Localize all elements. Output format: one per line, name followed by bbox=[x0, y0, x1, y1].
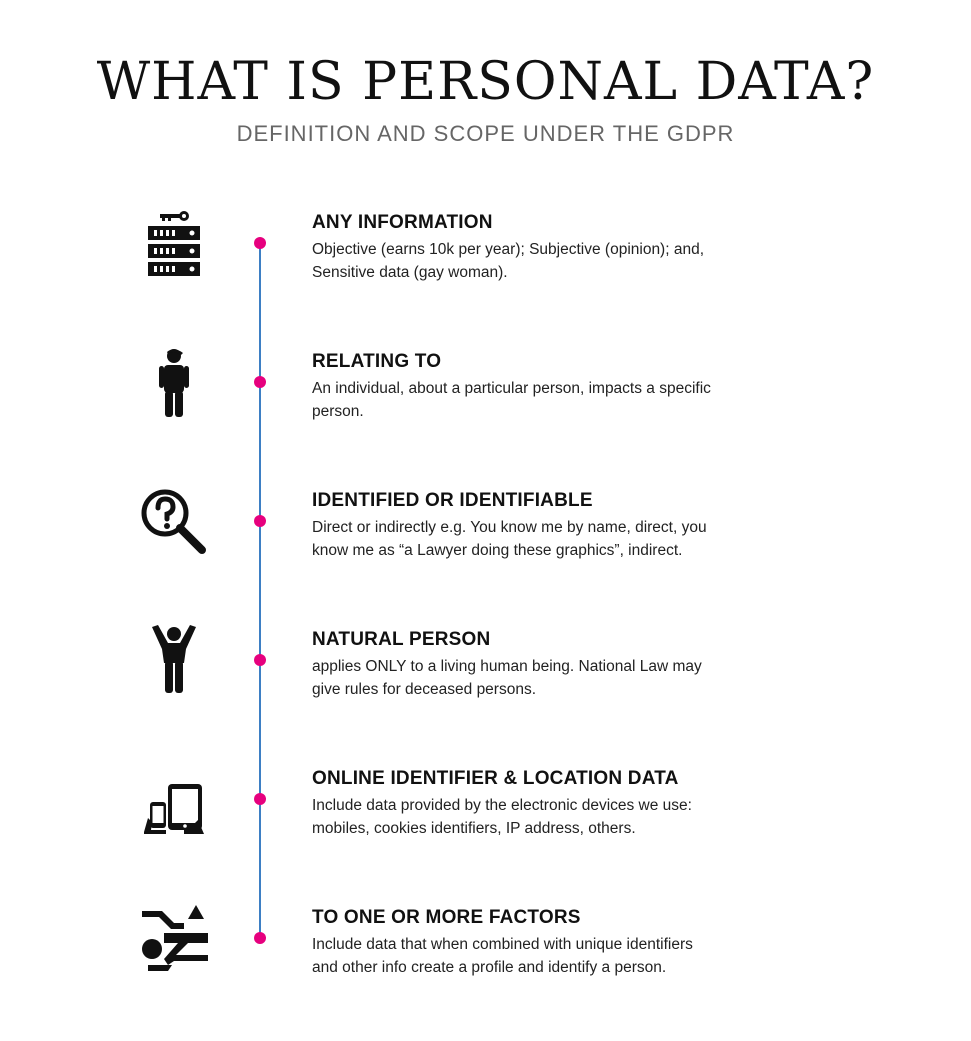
item-description-line: Direct or indirectly e.g. You know me by name, direct, you bbox=[312, 519, 707, 536]
item-description-line: Include data provided by the electronic devices we use: bbox=[312, 797, 692, 814]
item-heading: NATURAL PERSON bbox=[312, 629, 491, 650]
devices-icon bbox=[138, 772, 210, 844]
item-description-line: Sensitive data (gay woman). bbox=[312, 264, 508, 281]
question-magnifier-icon bbox=[138, 486, 210, 558]
item-description-line: applies ONLY to a living human being. National Law may bbox=[312, 658, 702, 675]
item-heading: ANY INFORMATION bbox=[312, 212, 493, 233]
item-description-line: person. bbox=[312, 403, 364, 420]
item-heading: RELATING TO bbox=[312, 351, 442, 372]
item-description-line: Objective (earns 10k per year); Subjective (opinion); and, bbox=[312, 241, 705, 258]
item-description bbox=[312, 655, 832, 701]
timeline-dot bbox=[254, 237, 266, 249]
item-description bbox=[312, 516, 832, 562]
timeline-dot bbox=[254, 793, 266, 805]
timeline-item-online-identifier bbox=[0, 762, 971, 902]
page-subtitle: DEFINITION AND SCOPE UNDER THE GDPR bbox=[236, 121, 735, 146]
item-heading: TO ONE OR MORE FACTORS bbox=[312, 907, 581, 928]
factors-icon bbox=[138, 903, 210, 975]
item-description-line: mobiles, cookies identifiers, IP address, others. bbox=[312, 820, 636, 837]
item-description-line: and other info create a profile and identify a person. bbox=[312, 959, 667, 976]
timeline-dot bbox=[254, 932, 266, 944]
timeline-item-any-information bbox=[0, 206, 971, 346]
timeline-item-identified bbox=[0, 484, 971, 624]
timeline-item-natural-person bbox=[0, 623, 971, 763]
item-heading: IDENTIFIED OR IDENTIFIABLE bbox=[312, 490, 593, 511]
item-description-line: give rules for deceased persons. bbox=[312, 681, 537, 698]
item-description bbox=[312, 933, 832, 979]
item-heading: ONLINE IDENTIFIER & LOCATION DATA bbox=[312, 768, 679, 789]
item-description bbox=[312, 377, 832, 423]
item-description bbox=[312, 794, 832, 840]
timeline-dot bbox=[254, 376, 266, 388]
item-description-line: An individual, about a particular person, impacts a specific bbox=[312, 380, 711, 397]
item-description bbox=[312, 238, 832, 284]
item-description-line: Include data that when combined with unique identifiers bbox=[312, 936, 693, 953]
person-arms-raised-icon bbox=[138, 623, 210, 695]
person-icon bbox=[138, 347, 210, 419]
timeline-dot bbox=[254, 654, 266, 666]
page-title: WHAT IS PERSONAL DATA? bbox=[96, 52, 875, 112]
timeline-item-relating-to bbox=[0, 345, 971, 485]
timeline-item-factors bbox=[0, 901, 971, 1041]
server-key-icon bbox=[138, 208, 210, 280]
timeline-dot bbox=[254, 515, 266, 527]
item-description-line: know me as “a Lawyer doing these graphics”, indirect. bbox=[312, 542, 683, 559]
